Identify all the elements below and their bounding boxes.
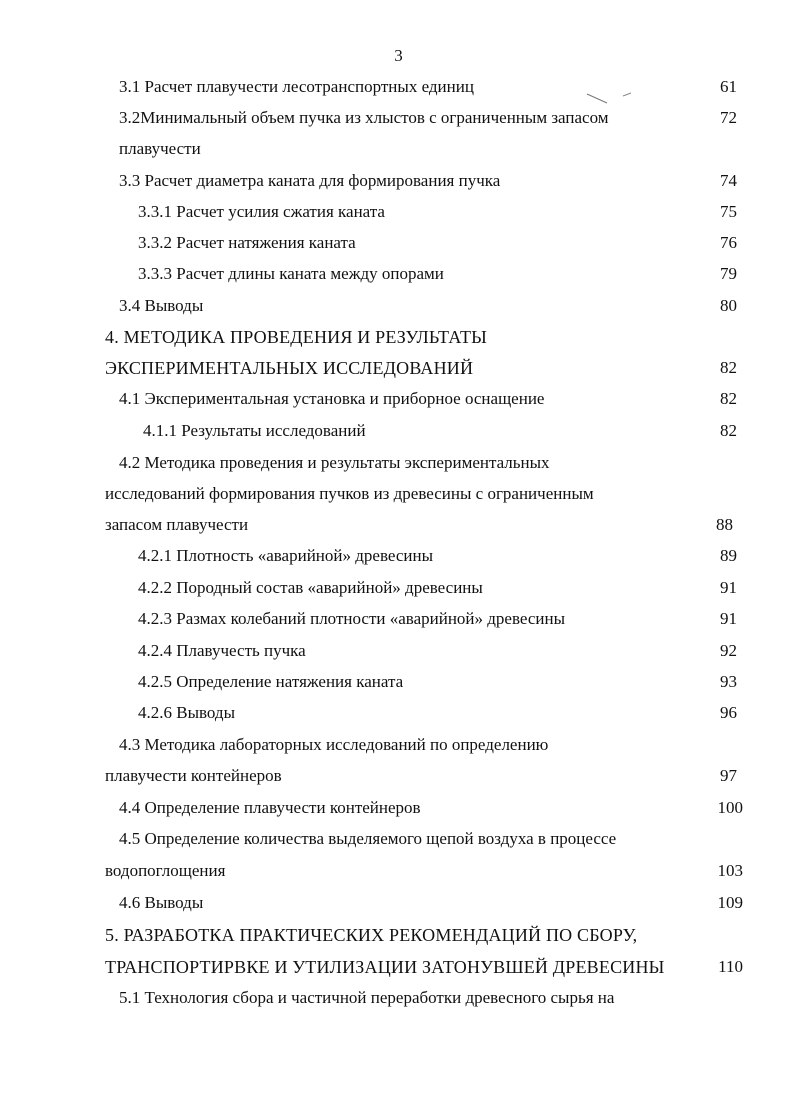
toc-entry-page: 91 xyxy=(720,609,737,628)
toc-entry-text: 3.2Минимальный объем пучка из хлыстов с ограниченным запасом xyxy=(119,108,609,127)
toc-entry-text: 4.6 Выводы xyxy=(119,893,204,912)
toc-entry-text: 4.2.5 Определение натяжения каната xyxy=(138,672,404,691)
toc-entry-page: 93 xyxy=(720,672,737,691)
toc-entry-page: 89 xyxy=(720,546,737,565)
toc-entry-text: 4.4 Определение плавучести контейнеров xyxy=(119,798,421,817)
toc-entry-page: 97 xyxy=(720,766,737,785)
toc-entry-text: 3.3.1 Расчет усилия сжатия каната xyxy=(138,202,385,221)
toc-entry-text: 4.2.2 Породный состав «аварийной» древесины xyxy=(138,578,483,597)
toc-entry-page: 61 xyxy=(720,77,737,96)
toc-entry-page: 80 xyxy=(720,296,737,315)
toc-entry-text: 3.3.3 Расчет длины каната между опорами xyxy=(138,264,444,283)
toc-entry-text: 3.3 Расчет диаметра каната для формирования пучка xyxy=(119,171,501,190)
toc-entry-page: 91 xyxy=(720,578,737,597)
toc-entry-page: 96 xyxy=(720,703,737,722)
toc-entry-text: исследований формирования пучков из древесины с ограниченным xyxy=(105,484,594,503)
toc-entry-text: 3.3.2 Расчет натяжения каната xyxy=(138,233,356,252)
toc-entry-text: 4.1 Экспериментальная установка и приборное оснащение xyxy=(119,389,545,408)
toc-entry-page: 88 xyxy=(716,515,733,534)
toc-entry-page: 100 xyxy=(717,798,743,817)
toc-entry-text: 4.5 Определение количества выделяемого щепой воздуха в процессе xyxy=(119,829,617,848)
toc-entry-text: 5.1 Технология сбора и частичной переработки древесного сырья на xyxy=(119,988,615,1007)
toc-entry-page: 103 xyxy=(717,861,743,880)
toc-entry-text: 4.2.4 Плавучесть пучка xyxy=(138,641,306,660)
toc-entry-text: запасом плавучести xyxy=(105,515,249,534)
toc-entry-page: 109 xyxy=(717,893,743,912)
toc-entry-page: 110 xyxy=(718,957,743,976)
scan-mark-icon xyxy=(585,92,635,106)
toc-entry-page: 74 xyxy=(720,171,737,190)
toc-entry-page: 79 xyxy=(720,264,737,283)
toc-entry-page: 82 xyxy=(720,421,737,440)
toc-chapter-title: ТРАНСПОРТИРВКЕ И УТИЛИЗАЦИИ ЗАТОНУВШЕЙ ДРЕВЕСИНЫ xyxy=(105,957,665,977)
toc-entry-text: 4.1.1 Результаты исследований xyxy=(143,421,366,440)
toc-entry-page: 92 xyxy=(720,641,737,660)
toc-chapter-title: ЭКСПЕРИМЕНТАЛЬНЫХ ИССЛЕДОВАНИЙ xyxy=(105,358,474,378)
toc-entry-text: плавучести xyxy=(119,139,201,158)
toc-entry-text: 4.2.1 Плотность «аварийной» древесины xyxy=(138,546,434,565)
toc-entry-text: 4.3 Методика лабораторных исследований по определению xyxy=(119,735,549,754)
toc-chapter-title: 5. РАЗРАБОТКА ПРАКТИЧЕСКИХ РЕКОМЕНДАЦИЙ ПО СБОРУ, xyxy=(105,925,638,945)
toc-entry-page: 76 xyxy=(720,233,737,252)
toc-entry-page: 75 xyxy=(720,202,737,221)
toc-entry-page: 72 xyxy=(720,108,737,127)
toc-entry-page: 82 xyxy=(720,389,737,408)
toc-chapter-title: 4. МЕТОДИКА ПРОВЕДЕНИЯ И РЕЗУЛЬТАТЫ xyxy=(105,327,488,347)
toc-entry-text: плавучести контейнеров xyxy=(105,766,282,785)
toc-entry-page: 82 xyxy=(720,358,737,377)
toc-entry-text: 3.1 Расчет плавучести лесотранспортных единиц xyxy=(119,77,474,96)
toc-entry-text: 4.2.3 Размах колебаний плотности «аварийной» древесины xyxy=(138,609,566,628)
toc-entry-text: 4.2.6 Выводы xyxy=(138,703,236,722)
toc-entry-text: 3.4 Выводы xyxy=(119,296,204,315)
toc-entry-text: водопоглощения xyxy=(105,861,226,880)
toc-entry-text: 4.2 Методика проведения и результаты экспериментальных xyxy=(119,453,550,472)
page-number: 3 xyxy=(394,46,403,65)
